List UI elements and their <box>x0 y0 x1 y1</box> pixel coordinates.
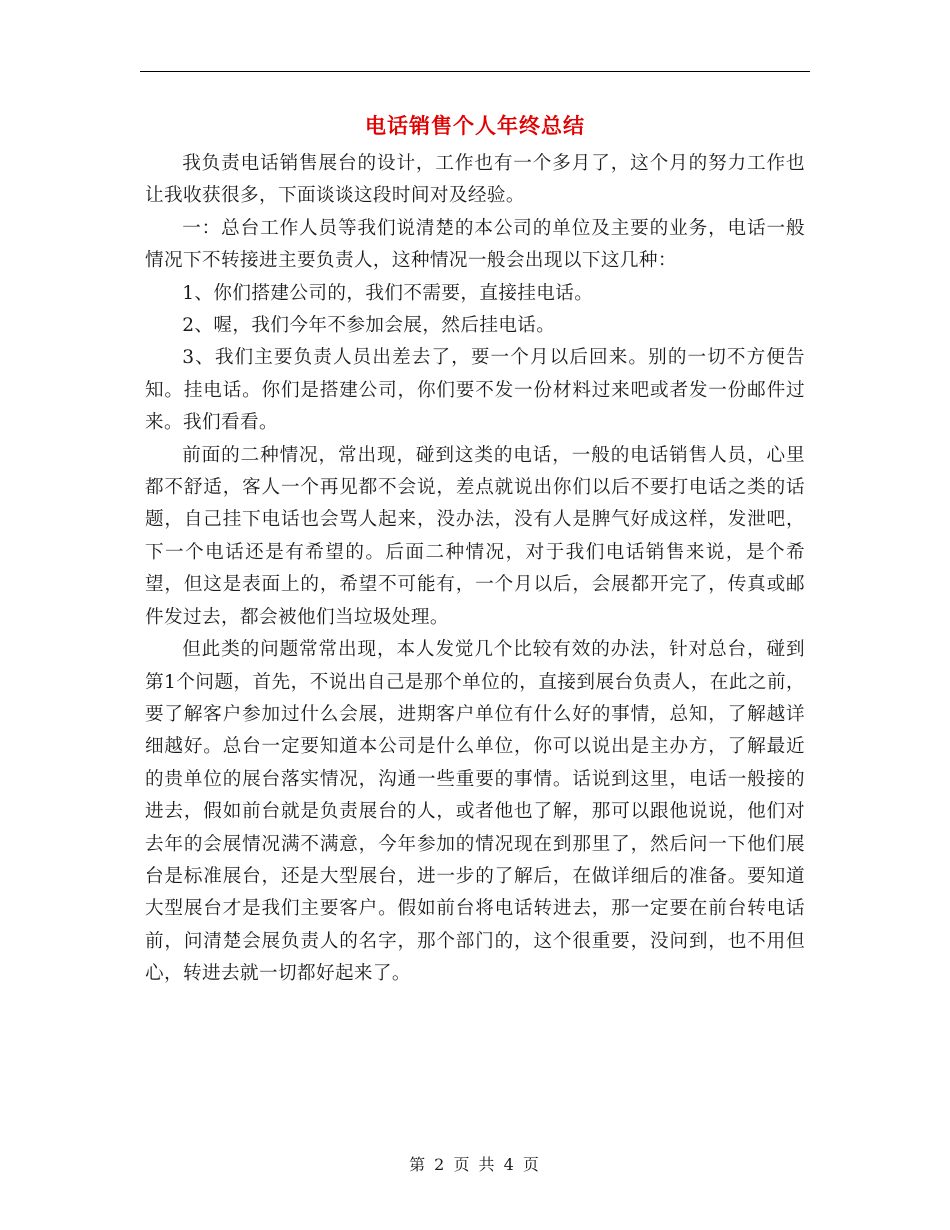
paragraph-analysis: 前面的二种情况，常出现，碰到这类的电话，一般的电话销售人员，心里都不舒适，客人一个再见都不会说，差点就说出你们以后不要打电话之类的话题，自己挂下电话也会骂人起来，没办法，没有人是脾气好成这样，发泄吧，下一个电话还是有希望的。后面二种情况，对于我们电话销售来说，是个希望，但这是表面上的，希望不可能有，一个月以后，会展都开完了，传真或邮件发过去，都会被他们当垃圾处理。 <box>145 444 805 628</box>
list-item-3: 3、我们主要负责人员出差去了，要一个月以后回来。别的一切不方便告知。挂电话。你们是搭建公司，你们要不发一份材料过来吧或者发一份邮件过来。我们看看。 <box>145 347 805 434</box>
header-rule <box>140 71 810 72</box>
paragraph-intro: 我负责电话销售展台的设计，工作也有一个多月了，这个月的努力工作也让我收获很多，下面谈谈这段时间对及经验。 <box>145 153 805 207</box>
list-item-2: 2、喔，我们今年不参加会展，然后挂电话。 <box>182 315 556 337</box>
document-title: 电话销售个人年终总结 <box>365 113 585 138</box>
page-number: 第 2 页 共 4 页 <box>409 1155 541 1174</box>
document-body <box>145 148 805 991</box>
paragraph-methods: 但此类的问题常常出现，本人发觉几个比较有效的办法，针对总台，碰到第1个问题，首先，不说出自己是那个单位的，直接到展台负责人，在此之前，要了解客户参加过什么会展，进期客户单位有什么好的事情，总知，了解越详细越好。总台一定要知道本公司是什么单位，你可以说出是主办方，了解最近的贵单位的展台落实情况，沟通一些重要的事情。话说到这里，电话一般接的进去，假如前台就是负责展台的人，或者他也了解，那可以跟他说说，他们对去年的会展情况满不满意，今年参加的情况现在到那里了，然后问一下他们展台是标准展台，还是大型展台，进一步的了解后，在做详细后的准备。要知道大型展台才是我们主要客户。假如前台将电话转进去，那一定要在前台转电话前，问清楚会展负责人的名字，那个部门的，这个很重要，没问到，也不用但心，转进去就一切都好起来了。 <box>145 639 805 985</box>
paragraph-section-one: 一：总台工作人员等我们说清楚的本公司的单位及主要的业务，电话一般情况下不转接进主要负责人，这种情况一般会出现以下这几种： <box>145 217 805 272</box>
list-item-1: 1、你们搭建公司的，我们不需要，直接挂电话。 <box>182 282 594 304</box>
